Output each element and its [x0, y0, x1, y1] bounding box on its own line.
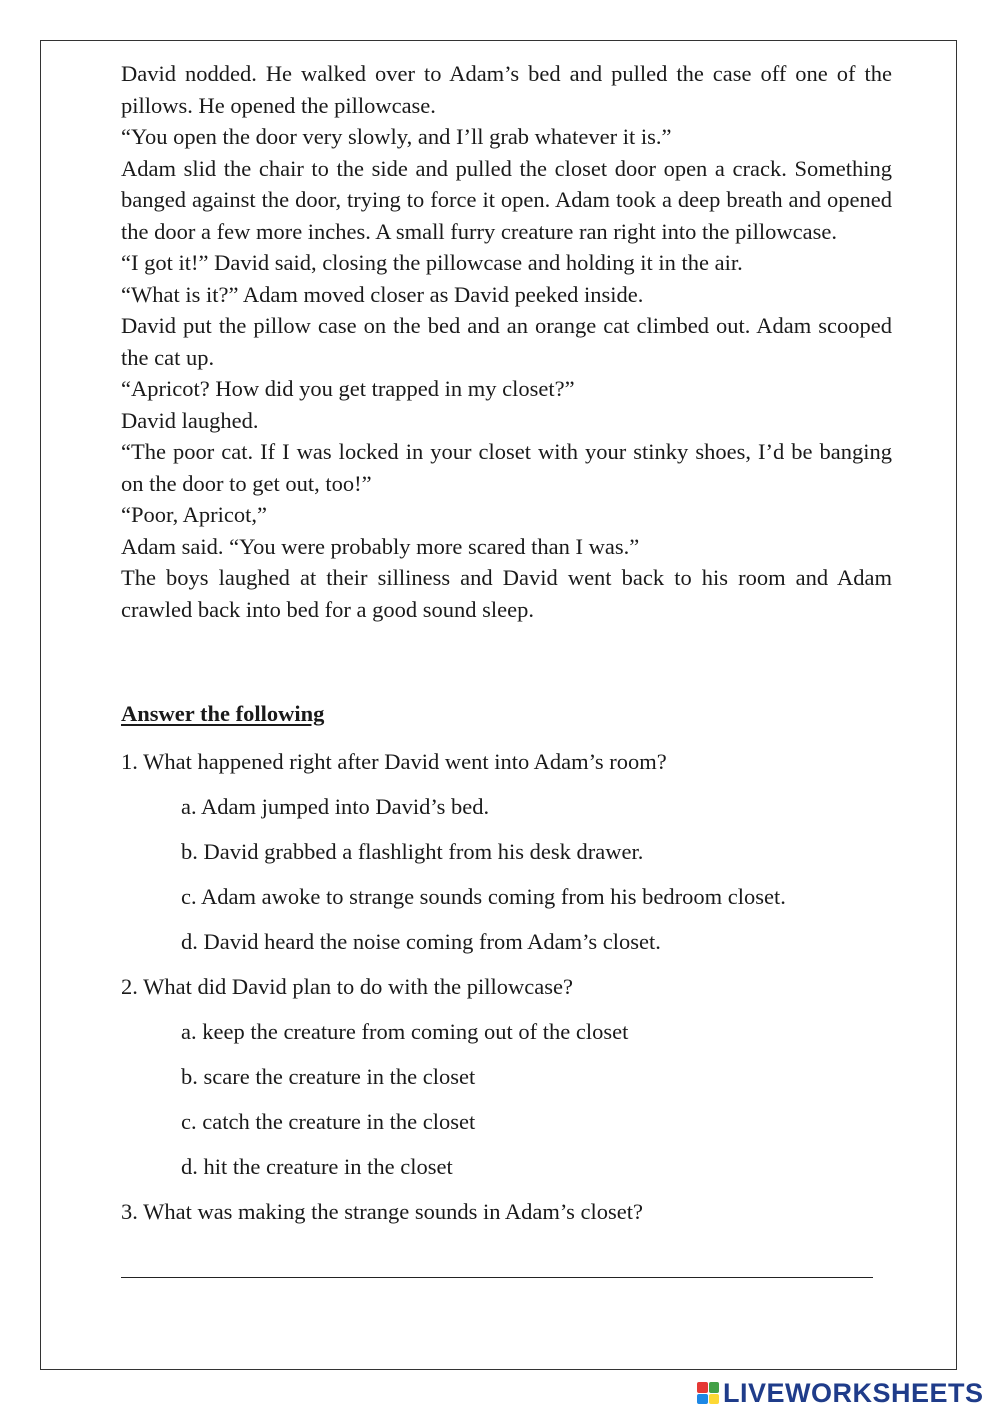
- question-3: 3. What was making the strange sounds in Adam’s closet?: [121, 1199, 643, 1224]
- question-1-option-a[interactable]: a. Adam jumped into David’s bed.: [181, 794, 490, 819]
- logo-square-blue: [697, 1394, 708, 1405]
- question-1-option-c[interactable]: c. Adam awoke to strange sounds coming from his bedroom closet.: [181, 884, 786, 909]
- liveworksheets-brand: [697, 1378, 984, 1408]
- story-paragraph: “I got it!” David said, closing the pillowcase and holding it in the air.: [121, 250, 743, 275]
- brand-name: LIVEWORKSHEETS: [723, 1378, 984, 1408]
- question-2: 2. What did David plan to do with the pillowcase?: [121, 974, 573, 999]
- logo-square-green: [709, 1382, 720, 1393]
- story-paragraph: David laughed.: [121, 407, 259, 433]
- answer-line-question-3[interactable]: [121, 1277, 873, 1278]
- story-paragraph: “The poor cat. If I was locked in your closet with your stinky shoes, I’d be banging on the door to get out, too!”: [121, 439, 892, 496]
- question-list: [121, 746, 892, 1241]
- story-paragraph: Adam said. “You were probably more scared than I was.”: [121, 533, 640, 559]
- liveworksheets-logo-icon: [697, 1382, 719, 1404]
- story-text: [121, 58, 892, 625]
- question-1-option-d[interactable]: d. David heard the noise coming from Adam’s closet.: [181, 929, 661, 954]
- question-2-option-c[interactable]: c. catch the creature in the closet: [181, 1109, 476, 1134]
- story-paragraph: The boys laughed at their silliness and David went back to his room and Adam crawled back into bed for a good sound sleep.: [121, 565, 892, 622]
- story-paragraph: “You open the door very slowly, and I’ll grab whatever it is.”: [121, 124, 672, 149]
- logo-square-yellow: [709, 1394, 720, 1405]
- story-paragraph: “What is it?” Adam moved closer as David peeked inside.: [121, 281, 644, 307]
- question-1: 1. What happened right after David went into Adam’s room?: [121, 749, 667, 774]
- story-paragraph: “Apricot? How did you get trapped in my closet?”: [121, 376, 575, 401]
- story-paragraph: “Poor, Apricot,”: [121, 502, 267, 527]
- question-1-option-b[interactable]: b. David grabbed a flashlight from his desk drawer.: [181, 839, 644, 864]
- question-2-option-a[interactable]: a. keep the creature from coming out of the closet: [181, 1019, 629, 1044]
- story-paragraph: Adam slid the chair to the side and pulled the closet door open a crack. Something banged against the door, trying to force it open. Adam took a deep breath and opened the door a few more inches. A small furry creature ran right into the pillowcase.: [121, 155, 892, 244]
- story-paragraph: David nodded. He walked over to Adam’s bed and pulled the case off one of the pillows. He opened the pillowcase.: [121, 61, 892, 118]
- question-2-option-d[interactable]: d. hit the creature in the closet: [181, 1154, 453, 1179]
- section-heading: Answer the following: [121, 701, 325, 726]
- story-paragraph: David put the pillow case on the bed and an orange cat climbed out. Adam scooped the cat up.: [121, 313, 892, 370]
- question-2-option-b[interactable]: b. scare the creature in the closet: [181, 1064, 476, 1089]
- logo-square-red: [697, 1382, 708, 1393]
